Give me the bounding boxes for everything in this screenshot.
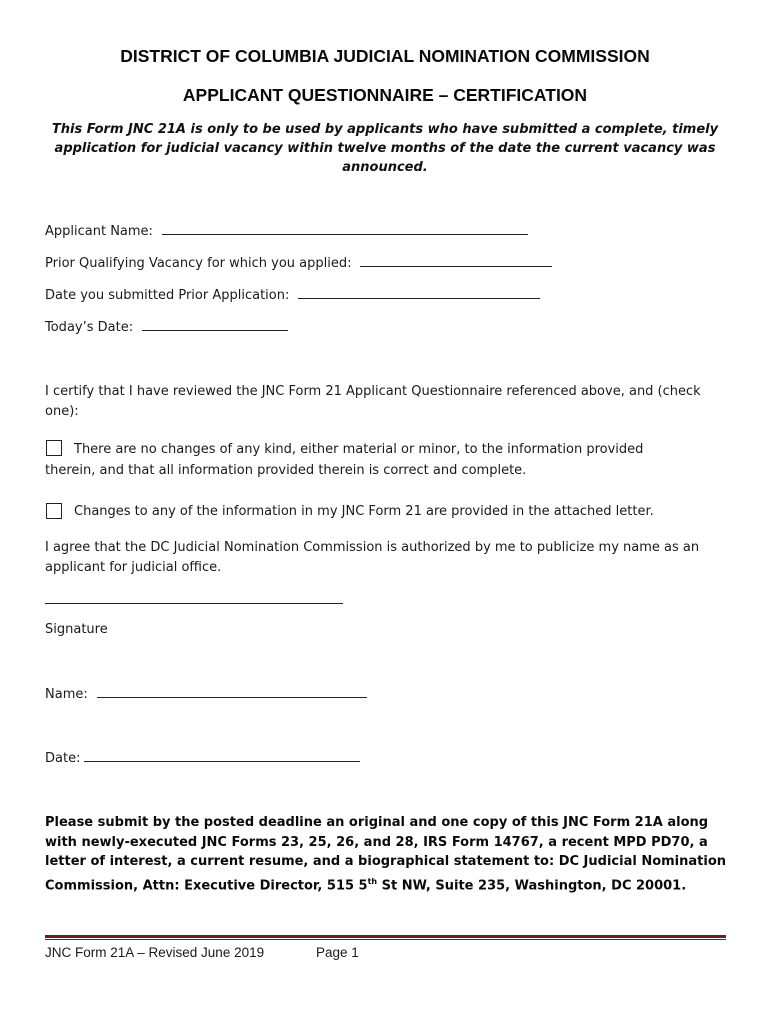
date-submitted-row — [45, 287, 540, 303]
signature-field[interactable] — [45, 603, 343, 604]
applicant-name-row — [45, 223, 528, 239]
footer-page-number: Page 1 — [316, 945, 359, 960]
applicant-name-field[interactable] — [162, 223, 528, 235]
prior-vacancy-row — [45, 255, 552, 271]
agreement-text: I agree that the DC Judicial Nomination Commission is authorized by me to publicize my name as an applicant for judicial office. — [45, 540, 700, 575]
prior-vacancy-field[interactable] — [360, 255, 552, 267]
signature-label: Signature — [45, 622, 108, 637]
applicant-name-label: Applicant Name: — [45, 224, 153, 239]
page-subtitle: APPLICANT QUESTIONNAIRE – CERTIFICATION — [182, 85, 588, 105]
date-label: Date: — [45, 751, 81, 766]
todays-date-label: Today’s Date: — [45, 320, 134, 335]
name-label: Name: — [45, 687, 88, 702]
no-changes-text-line1: There are no changes of any kind, either material or minor, to the information provided — [74, 442, 644, 457]
submission-instructions — [45, 813, 735, 895]
todays-date-field[interactable] — [142, 319, 288, 331]
prior-vacancy-label: Prior Qualifying Vacancy for which you applied: — [45, 256, 352, 271]
name-row — [45, 686, 367, 702]
no-changes-text-line2: therein, and that all information provided therein is correct and complete. — [45, 463, 527, 478]
changes-attached-text: Changes to any of the information in my JNC Form 21 are provided in the attached letter. — [74, 504, 654, 519]
footer-rule — [45, 935, 726, 938]
date-submitted-label: Date you submitted Prior Application: — [45, 288, 290, 303]
changes-attached-checkbox[interactable] — [46, 503, 62, 519]
footer-rule-thin — [45, 939, 726, 940]
page-title: DISTRICT OF COLUMBIA JUDICIAL NOMINATION COMMISSION — [120, 46, 650, 66]
no-changes-checkbox[interactable] — [46, 440, 62, 456]
date-submitted-field[interactable] — [298, 287, 540, 299]
date-row — [45, 750, 360, 766]
date-field[interactable] — [84, 750, 360, 762]
submission-superscript: th — [367, 876, 378, 886]
submission-text-part1: Please submit by the posted deadline an original and one copy of this JNC Form 21A along with newly-executed JNC Forms 23, 25, 26, and 28, IRS Form 14767, a recent MPD PD70, a letter of interest, a current resume, and a biographical statement to: DC Judicial Nomination Commission, Attn: Executive Director, 515 5 — [45, 815, 727, 893]
submission-text-part2: St NW, Suite 235, Washington, DC 20001. — [377, 877, 687, 893]
footer-form-revision: JNC Form 21A – Revised June 2019 — [45, 945, 265, 960]
intro-note: This Form JNC 21A is only to be used by applicants who have submitted a complete, timely application for judicial vacancy within twelve months of the date the current vacancy was announced. — [51, 122, 719, 175]
name-field[interactable] — [97, 686, 367, 698]
todays-date-row — [45, 319, 288, 335]
certify-statement: I certify that I have reviewed the JNC Form 21 Applicant Questionnaire referenced above, and (check one): — [45, 384, 701, 419]
